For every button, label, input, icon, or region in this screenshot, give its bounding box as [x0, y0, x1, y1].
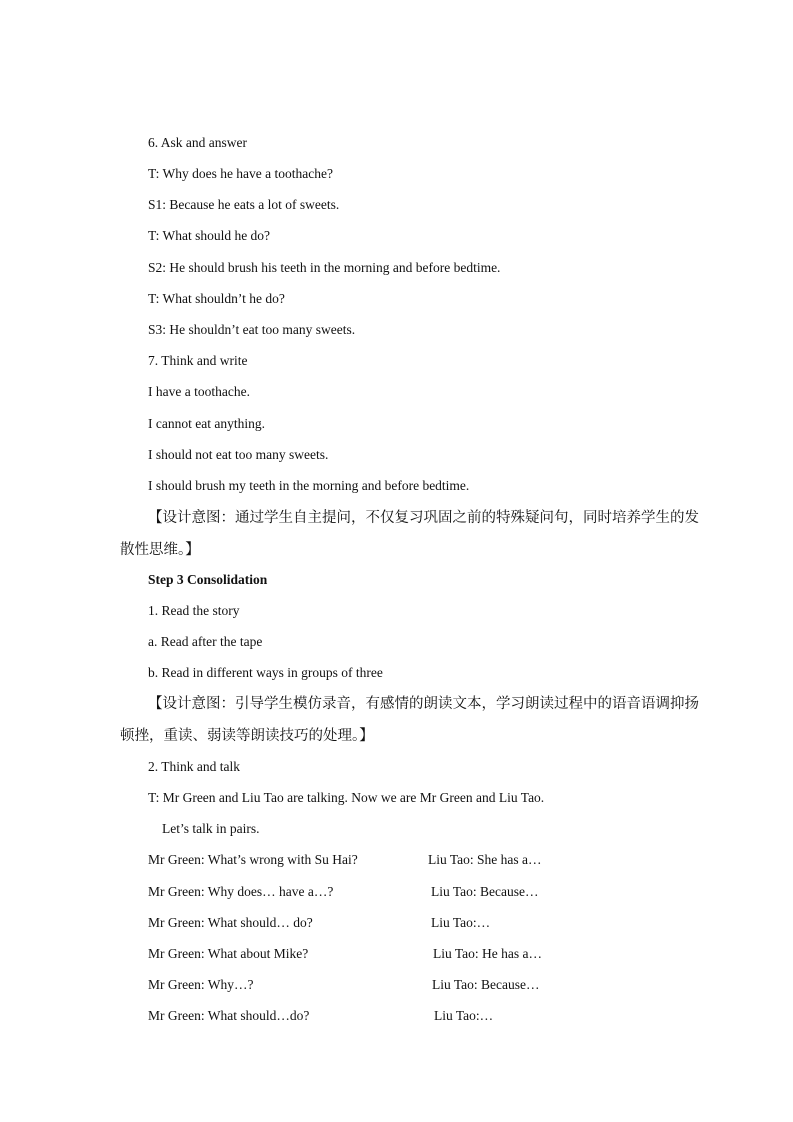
section7-heading: 7. Think and write	[148, 353, 248, 368]
step3-heading: Step 3 Consolidation	[148, 572, 268, 587]
step3-item: 1. Read the story	[148, 603, 240, 618]
dialogue-right: Liu Tao: Because…	[432, 977, 540, 992]
dialogue-left: Mr Green: What should… do?	[148, 915, 313, 930]
design-note-1-line2: 散性思维。】	[120, 542, 200, 558]
design-note-2	[120, 688, 699, 752]
dialogue-right: Liu Tao: She has a…	[428, 852, 542, 867]
design-note-2-line1: 【设计意图：引导学生模仿录音，有感情的朗读文本，学习朗读过程中的语音语调抑扬	[148, 696, 699, 712]
section6-heading: 6. Ask and answer	[148, 135, 247, 150]
dialogue-row	[148, 945, 668, 963]
section6-line: T: What should he do?	[148, 228, 271, 243]
section2-intro: T: Mr Green and Liu Tao are talking. Now we are Mr Green and Liu Tao.	[148, 790, 545, 805]
design-note-1	[120, 502, 699, 566]
dialogue-right: Liu Tao: Because…	[431, 884, 539, 899]
design-note-1-line1: 【设计意图：通过学生自主提问，不仅复习巩固之前的特殊疑问句，同时培养学生的发	[148, 510, 699, 526]
dialogue-left: Mr Green: Why does… have a…?	[148, 884, 334, 899]
dialogue-row	[148, 883, 668, 901]
section7-line: I should brush my teeth in the morning and before bedtime.	[148, 478, 470, 493]
section6-line: T: Why does he have a toothache?	[148, 166, 334, 181]
dialogue-row	[148, 914, 668, 932]
section6-line: S1: Because he eats a lot of sweets.	[148, 197, 340, 212]
dialogue-right: Liu Tao:…	[434, 1008, 494, 1023]
section6-line: S3: He shouldn’t eat too many sweets.	[148, 322, 356, 337]
section6-line: S2: He should brush his teeth in the morning and before bedtime.	[148, 260, 501, 275]
design-note-2-line2: 顿挫，重读、弱读等朗读技巧的处理。】	[120, 728, 374, 744]
section7-line: I should not eat too many sweets.	[148, 447, 329, 462]
dialogue-left: Mr Green: What’s wrong with Su Hai?	[148, 852, 358, 867]
section2-heading: 2. Think and talk	[148, 759, 240, 774]
section2-intro2: Let’s talk in pairs.	[162, 821, 260, 836]
dialogue-right: Liu Tao: He has a…	[433, 946, 543, 961]
dialogue-left: Mr Green: Why…?	[148, 977, 254, 992]
dialogue-right: Liu Tao:…	[431, 915, 491, 930]
dialogue-row	[148, 1007, 668, 1025]
section7-line: I have a toothache.	[148, 384, 250, 399]
step3-subitem: a. Read after the tape	[148, 634, 263, 649]
dialogue-left: Mr Green: What should…do?	[148, 1008, 310, 1023]
dialogue-row	[148, 851, 668, 869]
section6-line: T: What shouldn’t he do?	[148, 291, 285, 306]
dialogue-left: Mr Green: What about Mike?	[148, 946, 309, 961]
dialogue-row	[148, 976, 668, 994]
section7-line: I cannot eat anything.	[148, 416, 265, 431]
step3-subitem: b. Read in different ways in groups of three	[148, 665, 383, 680]
